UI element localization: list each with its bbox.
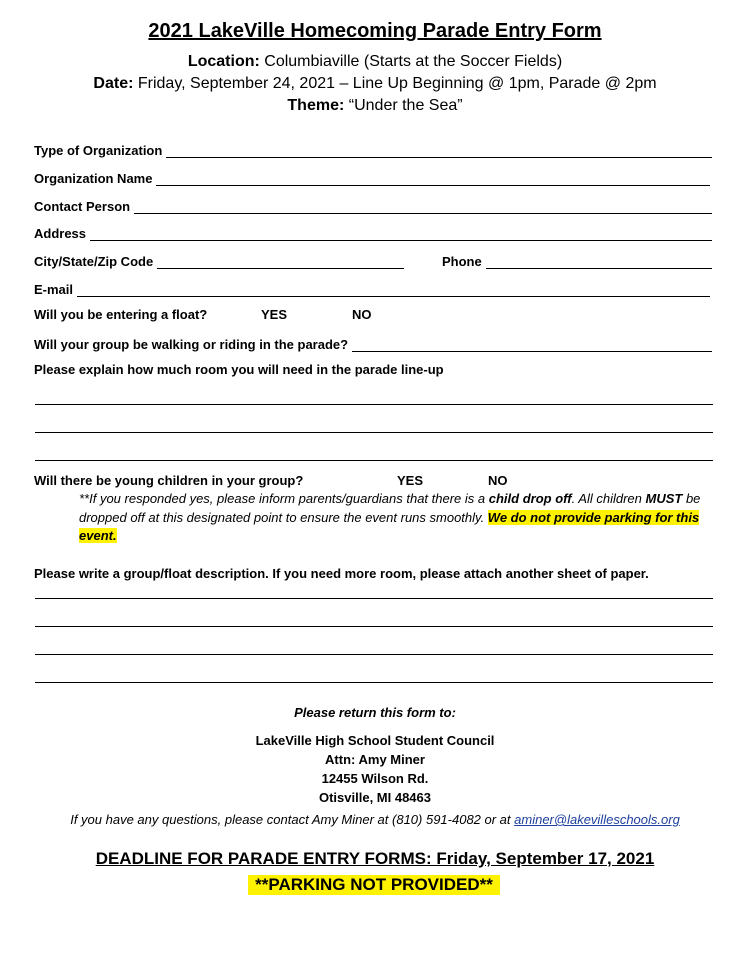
contact-person-field[interactable]	[34, 196, 712, 214]
address-line[interactable]	[90, 228, 712, 241]
note-text-2: . All children	[571, 491, 646, 506]
phone-label: Phone	[442, 254, 482, 269]
note-text-3: be dropped off at this designated point to ensure the event runs smoothly.	[79, 491, 701, 525]
email-link[interactable]: aminer@lakevilleschools.org	[514, 812, 680, 827]
org-name-field[interactable]	[34, 168, 710, 186]
location-label: Location:	[187, 53, 260, 70]
theme-line	[0, 97, 750, 115]
return-line-3: 12455 Wilson Rd.	[321, 771, 429, 786]
return-line-4: Otisville, MI 48463	[318, 790, 431, 805]
return-address	[0, 731, 750, 807]
address-field[interactable]	[34, 223, 712, 241]
phone-line[interactable]	[486, 256, 712, 269]
return-line-2: Attn: Amy Miner	[325, 752, 425, 767]
return-heading: Please return this form to:	[294, 705, 456, 720]
theme-value: “Under the Sea”	[344, 97, 463, 114]
form-title: 2021 LakeVille Homecoming Parade Entry Form	[148, 20, 602, 42]
date-value: Friday, September 24, 2021 – Line Up Beginning @ 1pm, Parade @ 2pm	[133, 75, 657, 92]
children-question: Will there be young children in your group?	[34, 473, 304, 488]
walking-riding-line[interactable]	[352, 339, 712, 352]
deadline-banner: DEADLINE FOR PARADE ENTRY FORMS: Friday, September 17, 2021	[95, 849, 655, 868]
float-question: Will you be entering a float?	[34, 307, 208, 322]
phone-field[interactable]	[442, 251, 712, 269]
float-yes-option[interactable]: YES	[261, 307, 288, 322]
org-type-label: Type of Organization	[34, 143, 163, 158]
no-parking-highlight: We do not provide parking for this event.	[79, 509, 700, 543]
contact-person-label: Contact Person	[34, 199, 131, 214]
children-no-option[interactable]: NO	[488, 473, 508, 488]
note-child-drop-off: child drop off	[488, 491, 572, 506]
date-line	[0, 75, 750, 93]
contact-person-line[interactable]	[134, 201, 712, 214]
children-yes-option[interactable]: YES	[397, 473, 424, 488]
email-line[interactable]	[77, 284, 710, 297]
questions-contact-line	[0, 812, 750, 827]
org-name-label: Organization Name	[34, 171, 153, 186]
note-must: MUST	[645, 491, 683, 506]
walking-riding-field[interactable]	[34, 334, 712, 352]
contact-text: If you have any questions, please contact Amy Miner at (810) 591-4082 or at	[70, 812, 515, 827]
note-text-1: **If you responded yes, please inform parents/guardians that there is a	[79, 491, 489, 506]
room-question: Please explain how much room you will need in the parade line-up	[34, 362, 444, 377]
theme-label: Theme:	[287, 97, 345, 114]
room-answer-line-2[interactable]	[35, 432, 713, 433]
description-line-4[interactable]	[35, 682, 713, 683]
org-type-line[interactable]	[166, 145, 712, 158]
date-label: Date:	[93, 75, 134, 92]
room-answer-line-1[interactable]	[35, 404, 713, 405]
return-line-1: LakeVille High School Student Council	[255, 733, 495, 748]
email-field[interactable]	[34, 279, 710, 297]
email-label: E-mail	[34, 282, 74, 297]
parking-not-provided-banner: **PARKING NOT PROVIDED**	[248, 875, 500, 895]
city-state-zip-field[interactable]	[34, 251, 404, 269]
org-name-line[interactable]	[156, 173, 710, 186]
description-line-2[interactable]	[35, 626, 713, 627]
description-line-3[interactable]	[35, 654, 713, 655]
location-value: Columbiaville (Starts at the Soccer Fields)	[259, 53, 563, 70]
float-no-option[interactable]: NO	[352, 307, 372, 322]
city-state-zip-label: City/State/Zip Code	[34, 254, 154, 269]
description-question: Please write a group/float description. If you need more room, please attach another sheet of paper.	[34, 566, 649, 581]
location-line	[0, 53, 750, 71]
city-state-zip-line[interactable]	[157, 256, 404, 269]
walking-riding-label: Will your group be walking or riding in the parade?	[34, 337, 349, 352]
org-type-field[interactable]	[34, 140, 712, 158]
room-answer-line-3[interactable]	[35, 460, 713, 461]
address-label: Address	[34, 226, 87, 241]
description-line-1[interactable]	[35, 598, 713, 599]
child-drop-off-note	[79, 490, 709, 546]
